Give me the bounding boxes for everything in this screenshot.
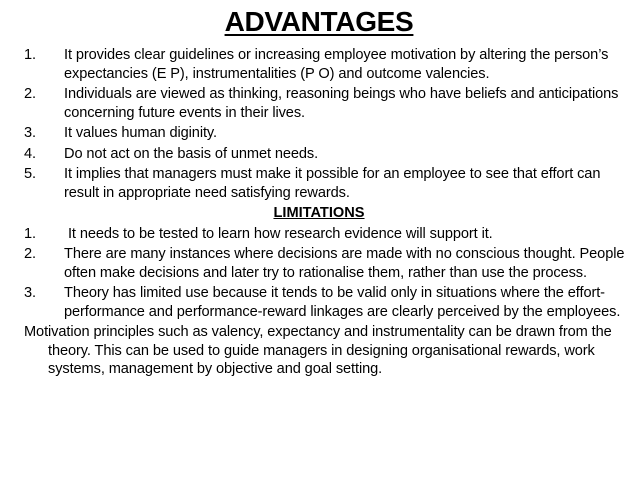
- limitation-item: [0, 225, 638, 244]
- advantage-item: [0, 145, 638, 164]
- limitations-heading: LIMITATIONS: [273, 205, 365, 221]
- item-text: It values human diginity.: [64, 125, 217, 141]
- content-body: [0, 46, 638, 379]
- item-number: 5.: [24, 166, 36, 182]
- item-number: 4.: [24, 145, 36, 162]
- item-number: 2.: [24, 86, 36, 102]
- limitation-item: [0, 245, 638, 282]
- item-text: It implies that managers must make it possible for an employee to see that effort can result in appropriate need satisfying rewards.: [64, 166, 601, 201]
- limitation-item: [0, 284, 638, 321]
- item-text: It provides clear guidelines or increasing employee motivation by altering the person’s expectancies (E P), instrumentalities (P O) and outcome valencies.: [64, 47, 609, 82]
- advantage-item: [0, 85, 638, 122]
- item-text: There are many instances where decisions are made with no conscious thought. People often make decisions and later try to rationalise them, rather than use the process.: [64, 246, 625, 281]
- item-number: 1.: [24, 225, 36, 242]
- item-number: 3.: [24, 125, 36, 141]
- slide-title: ADVANTAGES: [224, 6, 414, 37]
- advantage-item: [0, 165, 638, 202]
- item-text: Do not act on the basis of unmet needs.: [64, 145, 319, 162]
- advantage-item: [0, 46, 638, 83]
- item-text: It needs to be tested to learn how research evidence will support it.: [64, 225, 493, 242]
- item-text: Theory has limited use because it tends to be valid only in situations where the effort-performance and performance-reward linkages are clearly perceived by the employees.: [64, 285, 621, 320]
- item-number: 1.: [24, 47, 36, 63]
- advantage-item: [0, 124, 638, 143]
- item-number: 2.: [24, 246, 36, 262]
- item-number: 3.: [24, 285, 36, 301]
- item-text: Individuals are viewed as thinking, reasoning beings who have beliefs and anticipations concerning future events in their lives.: [64, 86, 619, 121]
- closing-paragraph: Motivation principles such as valency, expectancy and instrumentality can be drawn from the theory. This can be used to guide managers in designing organisational rewards, work systems, management by objective and goal setting.: [24, 324, 612, 377]
